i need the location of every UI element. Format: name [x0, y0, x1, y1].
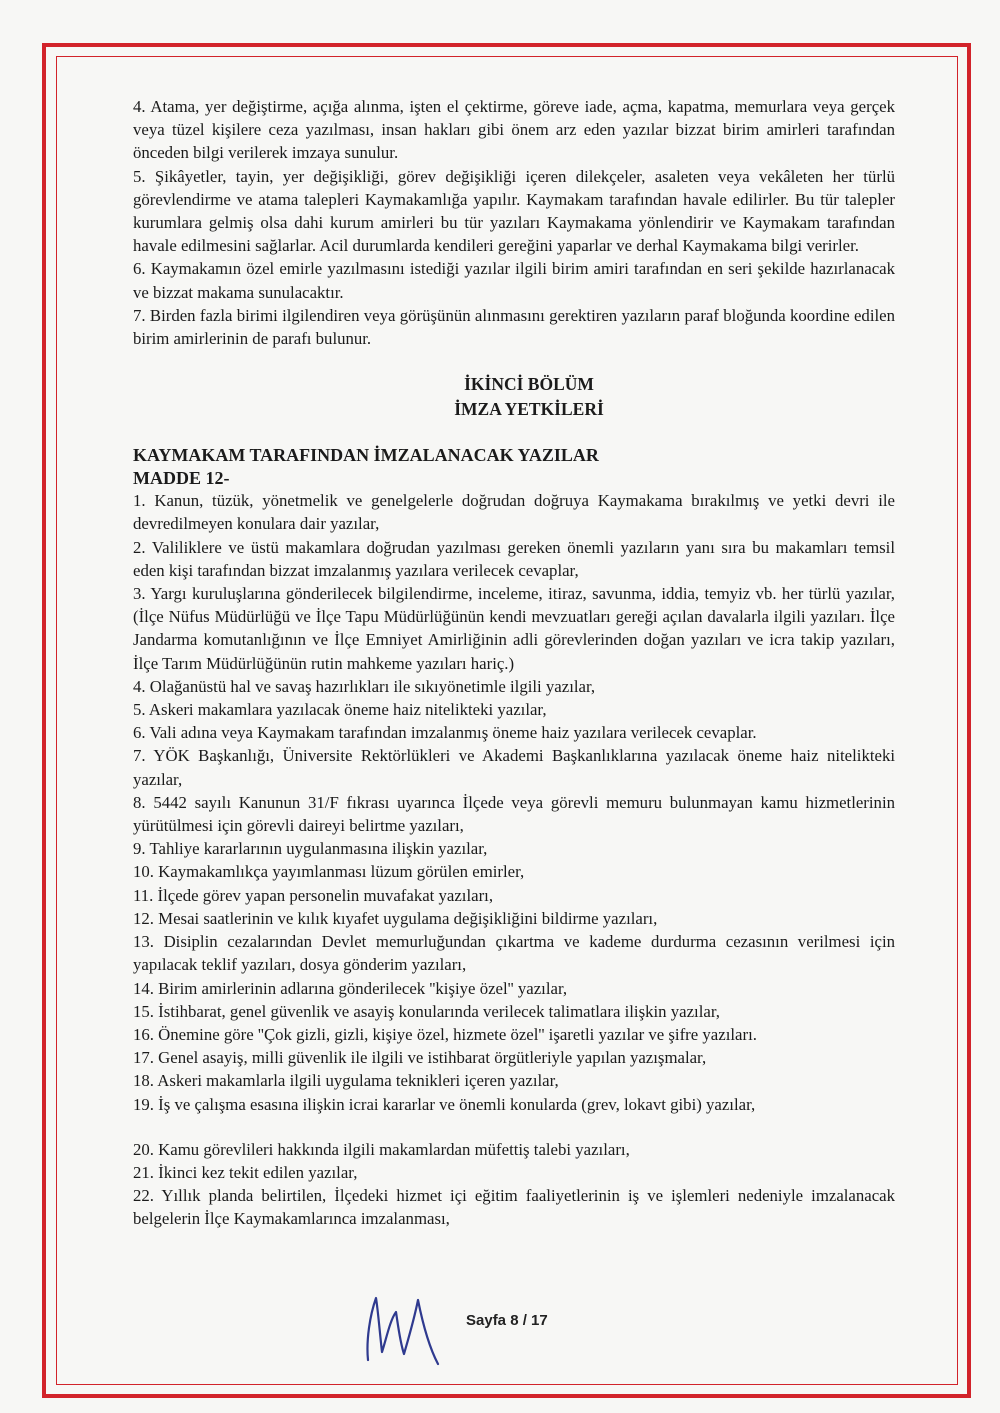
list-item: 15. İstihbarat, genel güvenlik ve asayiş konularında verilecek talimatlara ilişkin yazılar, [133, 1001, 720, 1021]
spacer [133, 1116, 895, 1138]
section-heading-title: İMZA YETKİLERİ [454, 399, 604, 420]
section-headings [163, 372, 895, 422]
list-item: 18. Askeri makamlarla ilgili uygulama teknikleri içeren yazılar, [133, 1071, 559, 1091]
list-item: 13. Disiplin cezalarından Devlet memurluğundan çıkartma ve kademe durdurma cezasının verilmesi için yapılacak teklif yazıları, dosya gönderim yazıları, [133, 932, 895, 975]
paragraph-5: 5. Şikâyetler, tayin, yer değişikliği, görev değişikliği içeren dilekçeler, asaleten veya vekâleten her türlü görevlendirme ve atama talepleri Kaymakamlığa yapılır. Kaymakam tarafından havale edilirler. Bu tür talepler kurumlara gelmiş olsa dahi kurum amirleri bu tür yazıları Kaymakama yönlendirir ve Kaymakam tarafından havale edilmesini sağlarlar. Acil durumlarda kendileri gereğini yaparlar ve derhal Kaymakama bilgi verirler. [133, 166, 895, 256]
list-item: 21. İkinci kez tekit edilen yazılar, [133, 1162, 358, 1182]
document-body [133, 95, 895, 1231]
page-footer [360, 1290, 600, 1370]
section-heading-chapter: İKİNCİ BÖLÜM [464, 374, 594, 395]
list-item: 19. İş ve çalışma esasına ilişkin icrai kararlar ve önemli konularda (grev, lokavt gibi) yazılar, [133, 1094, 756, 1114]
list-item: 17. Genel asayiş, milli güvenlik ile ilgili ve istihbarat örgütleriyle yapılan yazışmalar, [133, 1048, 707, 1068]
subsection-title: KAYMAKAM TARAFINDAN İMZALANACAK YAZILAR [133, 445, 599, 466]
list-item: 2. Valiliklere ve üstü makamlara doğrudan yazılması gereken önemli yazıların yanı sıra bu makamları temsil eden kişi tarafından bizzat imzalanmış yazılara verilecek cevaplar, [133, 537, 895, 580]
page-number: Sayfa 8 / 17 [466, 1312, 548, 1329]
list-item: 6. Vali adına veya Kaymakam tarafından imzalanmış öneme haiz yazılara verilecek cevaplar. [133, 723, 757, 743]
handwritten-signature [360, 1290, 450, 1370]
list-item: 3. Yargı kuruluşlarına gönderilecek bilgilendirme, inceleme, itiraz, savunma, iddia, temyiz vb. her türlü yazılar, (İlçe Nüfus Müdürlüğü ve İlçe Tapu Müdürlüğünün kendi mevzuatları gereği açılan davalarla ilgili yazıları. İlçe Jandarma komutanlığının ve İlçe Emniyet Amirliğinin adli görevlerinden doğan yazıları ve icra takip yazıları, İlçe Tarım Müdürlüğünün rutin mahkeme yazıları hariç.) [133, 584, 895, 673]
paragraph-7: 7. Birden fazla birimi ilgilendiren veya görüşünün alınmasını gerektiren yazıların paraf bloğunda koordine edilen birim amirlerinin de parafı bulunur. [133, 305, 895, 349]
list-item: 5. Askeri makamlara yazılacak öneme haiz nitelikteki yazılar, [133, 700, 547, 720]
paragraph-4: 4. Atama, yer değiştirme, açığa alınma, işten el çektirme, göreve iade, açma, kapatma, memurlara veya gerçek veya tüzel kişilere ceza yazılması, insan hakları gibi önem arz eden yazılar bizzat birim amirleri tarafından önceden bilgi verilerek imzaya sunulur. [133, 97, 895, 163]
list-item: 20. Kamu görevlileri hakkında ilgili makamlardan müfettiş talebi yazıları, [133, 1139, 630, 1159]
list-item: 9. Tahliye kararlarının uygulanmasına ilişkin yazılar, [133, 839, 488, 859]
list-item: 4. Olağanüstü hal ve savaş hazırlıkları ile sıkıyönetimle ilgili yazılar, [133, 676, 596, 696]
article-items [133, 489, 895, 1230]
list-item: 8. 5442 sayılı Kanunun 31/F fıkrası uyarınca İlçede veya görevli memuru bulunmayan kamu hizmetlerinin yürütülmesi için görevli daireyi belirtme yazıları, [133, 792, 895, 836]
list-item: 11. İlçede görev yapan personelin muvafakat yazıları, [133, 885, 494, 905]
list-item: 14. Birim amirlerinin adlarına gönderilecek ''kişiye özel'' yazılar, [133, 978, 568, 998]
list-item: 16. Önemine göre ''Çok gizli, gizli, kişiye özel, hizmete özel'' işaretli yazılar ve şifre yazıları. [133, 1024, 757, 1044]
list-item: 1. Kanun, tüzük, yönetmelik ve genelgelerle doğrudan doğruya Kaymakama bırakılmış ve yetki devri ile devredilmeyen konulara dair yazılar, [133, 491, 895, 534]
article-label: MADDE 12- [133, 468, 230, 489]
list-item: 12. Mesai saatlerinin ve kılık kıyafet uygulama değişikliğini bildirme yazıları, [133, 908, 658, 928]
list-item: 7. YÖK Başkanlığı, Üniversite Rektörlükleri ve Akademi Başkanlıklarına yazılacak öneme haiz nitelikteki yazılar, [133, 746, 895, 789]
top-paragraphs [133, 95, 895, 350]
list-item: 10. Kaymakamlıkça yayımlanması lüzum görülen emirler, [133, 862, 525, 882]
list-item: 22. Yıllık planda belirtilen, İlçedeki hizmet içi eğitim faaliyetlerinin iş ve işlemleri nedeniyle imzalanacak belgelerin İlçe Kaymakamlarınca imzalanması, [133, 1186, 895, 1229]
paragraph-6: 6. Kaymakamın özel emirle yazılmasını istediği yazılar ilgili birim amiri tarafından en seri şekilde hazırlanacak ve bizzat makama sunulacaktır. [133, 259, 895, 302]
